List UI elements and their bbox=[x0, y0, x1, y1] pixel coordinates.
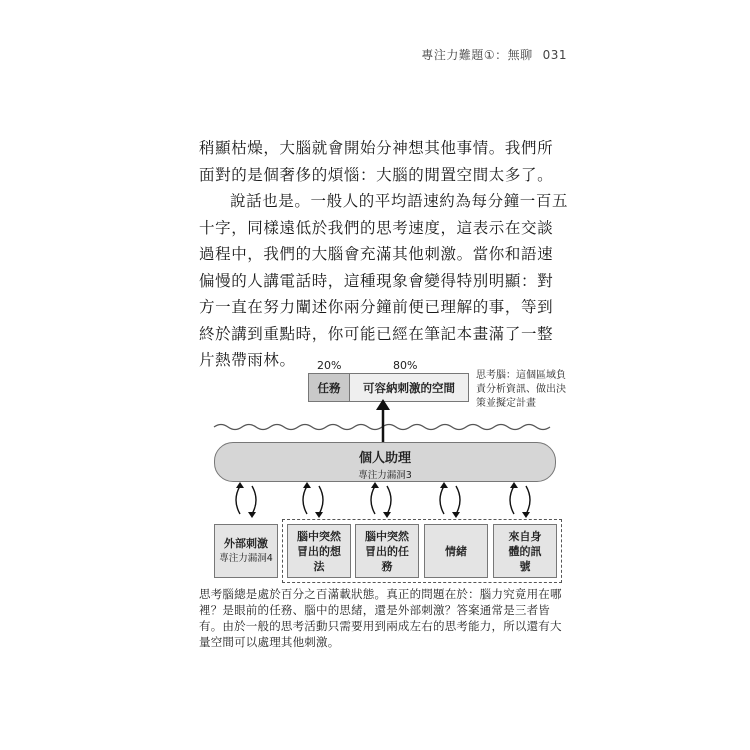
assistant-subtitle: 專注力漏洞3 bbox=[358, 470, 412, 481]
source-title: 來自身體的訊號 bbox=[508, 529, 542, 573]
source-title: 情緒 bbox=[445, 544, 467, 558]
source-external bbox=[214, 524, 278, 578]
paragraph: 稍顯枯燥，大腦就會開始分神想其他事情。我們所面對的是個奢侈的煩惱：大腦的閒置空間太多了。 bbox=[199, 139, 554, 184]
source-title: 外部刺激 bbox=[224, 537, 268, 550]
free-space-box: 可容納刺激的空間 bbox=[349, 373, 469, 402]
space-percent: 80% bbox=[393, 359, 418, 372]
source-thoughts bbox=[287, 524, 351, 578]
page-number: 031 bbox=[542, 48, 567, 62]
source-tasks bbox=[355, 524, 419, 578]
source-body bbox=[493, 524, 557, 578]
personal-assistant bbox=[214, 442, 556, 482]
source-title: 腦中突然冒出的想法 bbox=[297, 529, 341, 573]
task-percent: 20% bbox=[317, 359, 342, 372]
source-title: 腦中突然冒出的任務 bbox=[365, 529, 409, 573]
up-arrowhead bbox=[376, 399, 390, 410]
source-emotions bbox=[424, 524, 488, 578]
chapter-title: 專注力難題①：無聊 bbox=[421, 48, 533, 62]
attention-diagram bbox=[200, 356, 570, 586]
assistant-title: 個人助理 bbox=[358, 451, 411, 466]
running-header bbox=[421, 46, 567, 63]
paragraph: 說話也是。一般人的平均語速約為每分鐘一百五十字，同樣遠低於我們的思考速度，這表示在交談過程中，我們的大腦會充滿其他刺激。當你和語速偏慢的人講電話時，這種現象會變得特別明顯：對方一直在努力闡述你兩分鐘前便已理解的事，等到終於講到重點時，你可能已經在筆記本畫滿了一整片熱帶雨林。 bbox=[199, 192, 569, 369]
thinking-brain-note: 思考腦：這個區域負責分析資訊、做出決策並擬定計畫 bbox=[476, 370, 566, 409]
source-subtitle: 專注力漏洞4 bbox=[219, 553, 273, 564]
cycle-arrows bbox=[236, 482, 530, 518]
body-text bbox=[199, 135, 569, 374]
task-box: 任務 bbox=[308, 373, 350, 402]
figure-caption: 思考腦總是處於百分之百滿載狀態。真正的問題在於：腦力究竟用在哪裡？是眼前的任務、腦中的思緒，還是外部刺激？答案通常是三者皆有。由於一般的思考活動只需要用到兩成左右的思考能力，所以還有大量空間可以處理其他刺激。 bbox=[199, 587, 562, 649]
